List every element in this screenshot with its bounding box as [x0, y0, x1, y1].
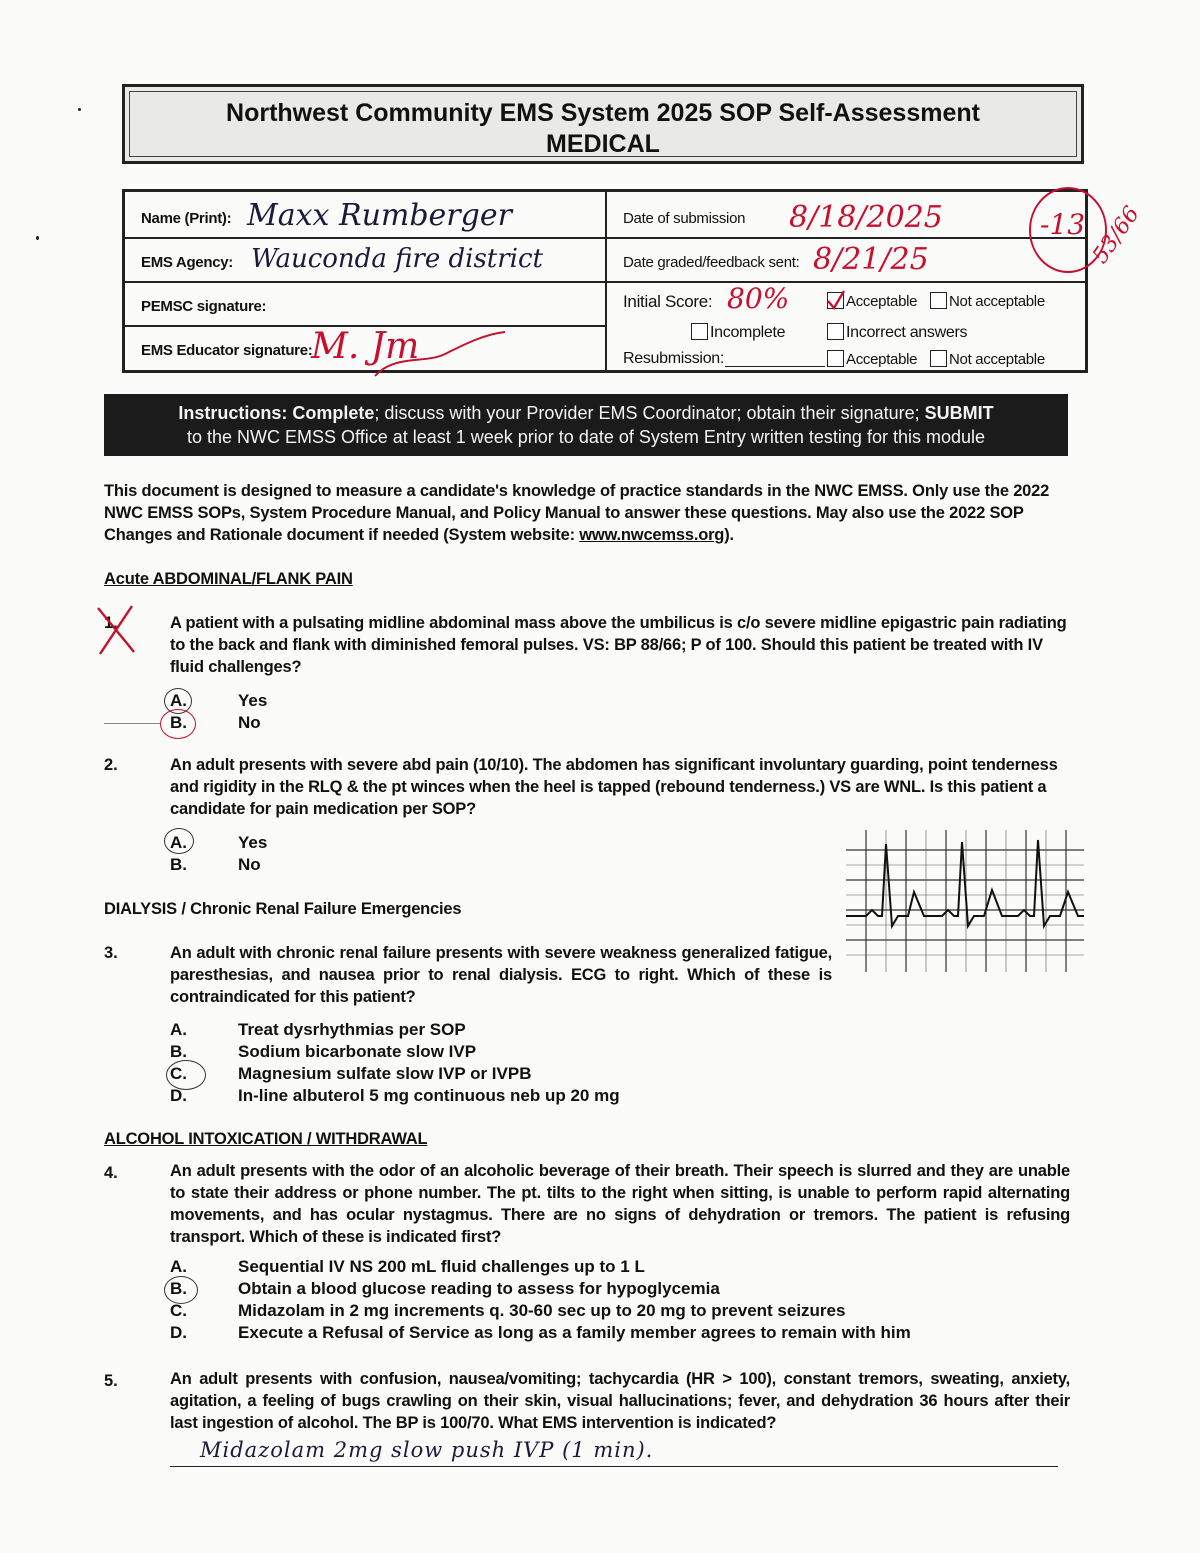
q4-option-b-letter: B. — [170, 1279, 187, 1298]
info-table — [122, 189, 1088, 373]
q4-text: An adult presents with the odor of an alcoholic beverage of their breath. Their speech is slurred and they are unable to state their address or phone number. The pt. tilts to the right when sitting, is unable to perform rapid alternating movements, and has ocular nystagmus. There are no signs of dehydration or tremors. The patient is refusing transport. Which of these is indicated first? — [170, 1162, 1070, 1246]
q3-option-b-text: Sodium bicarbonate slow IVP — [238, 1042, 477, 1061]
q1-correct-circle — [160, 709, 196, 739]
missed-count: -13 — [1040, 208, 1086, 241]
scan-speck — [78, 108, 81, 111]
q4-number: 4. — [104, 1164, 118, 1182]
q1-pointer-line — [104, 723, 160, 724]
pemsc-signature-label: PEMSC signature: — [141, 298, 267, 315]
submission-date-label: Date of submission — [623, 210, 746, 227]
ecg-strip-image — [846, 830, 1084, 972]
q1-text: A patient with a pulsating midline abdominal mass above the umbilicus is c/o severe midline epigastric pain radiating to the back and flank with diminished femoral pulses. VS: BP 88/66; P of 100. Should this patient be treated with IV fluid challenges? — [170, 614, 1067, 676]
not-acceptable-checkbox[interactable] — [930, 292, 947, 309]
q1-option-b-letter: B. — [170, 713, 187, 732]
graded-date-label: Date graded/feedback sent: — [623, 254, 800, 271]
name-value[interactable]: Maxx Rumberger — [247, 198, 512, 233]
q2-option-b-letter: B. — [170, 855, 187, 874]
q3-selected-circle — [166, 1060, 206, 1090]
q1-option-a-text: Yes — [238, 691, 268, 710]
incorrect-answers-option[interactable] — [827, 323, 967, 342]
q3-option-b-letter: B. — [170, 1042, 187, 1061]
q3-option-a-letter: A. — [170, 1020, 187, 1039]
q3-option-c-letter: C. — [170, 1064, 187, 1083]
agency-value[interactable]: Wauconda fire district — [251, 244, 544, 274]
resub-not-acceptable-checkbox[interactable] — [930, 350, 947, 367]
q5-number: 5. — [104, 1372, 118, 1390]
system-website-link[interactable]: www.nwcemss.org — [579, 526, 725, 544]
q3-number: 3. — [104, 944, 118, 962]
q3-option-d-letter: D. — [170, 1086, 187, 1105]
submission-date-value[interactable]: 8/18/2025 — [789, 200, 943, 235]
q4-option-a[interactable] — [170, 1256, 645, 1278]
q4-option-c-letter: C. — [170, 1301, 187, 1320]
q4-option-b[interactable] — [170, 1278, 720, 1300]
q3-option-c[interactable] — [170, 1063, 531, 1085]
resub-not-acceptable-label: Not acceptable — [949, 351, 1045, 368]
instructions-label: Instructions: Complete — [178, 403, 375, 423]
resub-acceptable-checkbox[interactable] — [827, 350, 844, 367]
q3-option-d-text: In-line albuterol 5 mg continuous neb up 20 mg — [238, 1086, 620, 1105]
resub-acceptable-option[interactable] — [827, 350, 917, 368]
incorrect-answers-label: Incorrect answers — [846, 324, 968, 341]
acceptable-option[interactable] — [827, 292, 917, 310]
q4-option-d-letter: D. — [170, 1323, 187, 1342]
acceptable-label: Acceptable — [846, 293, 918, 310]
q3-option-c-text: Magnesium sulfate slow IVP or IVPB — [238, 1064, 532, 1083]
section-abdominal-pain: Acute ABDOMINAL/FLANK PAIN — [104, 570, 353, 588]
initial-score-value[interactable]: 80% — [727, 282, 790, 315]
q2-option-b-text: No — [238, 855, 261, 874]
resub-not-acceptable-option[interactable] — [930, 350, 1045, 368]
intro-paragraph — [104, 480, 1072, 546]
signature-stroke — [365, 324, 515, 384]
q3-text: An adult with chronic renal failure presents with severe weakness generalized fatigue, paresthesias, and nausea prior to renal dialysis. ECG to right. Which of these is contraindicated for this patient? — [170, 944, 832, 1006]
q3-option-d[interactable] — [170, 1085, 620, 1107]
graded-date-value[interactable]: 8/21/25 — [813, 242, 929, 277]
q4-option-a-letter: A. — [170, 1257, 187, 1276]
q2-number: 2. — [104, 756, 118, 774]
scan-speck — [36, 236, 39, 240]
q4-option-c[interactable] — [170, 1300, 845, 1322]
score-fraction: 53/66 — [1088, 202, 1145, 269]
name-label: Name (Print): — [141, 210, 232, 227]
document-title: Northwest Community EMS System 2025 SOP Self-Assessment — [226, 99, 980, 127]
q4-option-b-text: Obtain a blood glucose reading to assess for hypoglycemia — [238, 1279, 720, 1298]
incomplete-checkbox[interactable] — [691, 323, 708, 340]
instructions-line2: to the NWC EMSS Office at least 1 week prior to date of System Entry written testing for this module — [187, 427, 985, 447]
educator-signature[interactable]: M. Jm — [311, 326, 420, 367]
q2-selected-circle — [164, 828, 194, 854]
title-box-inner — [129, 91, 1077, 157]
resubmission-label: Resubmission: — [623, 350, 725, 367]
section-alcohol: ALCOHOL INTOXICATION / WITHDRAWAL — [104, 1130, 428, 1148]
q3-option-b[interactable] — [170, 1041, 476, 1063]
not-acceptable-option[interactable] — [930, 292, 1045, 310]
wrong-mark-x — [94, 604, 138, 656]
q3-option-a-text: Treat dysrhythmias per SOP — [238, 1020, 466, 1039]
title-box — [122, 84, 1084, 164]
intro-text: This document is designed to measure a candidate's knowledge of practice standards in the NWC EMSS. Only use the 2022 NWC EMSS SOPs, System Procedure Manual, and Policy Manual to answer these questions. May also use the 2022 SOP Changes and Rationale document if needed (System website: — [104, 482, 1050, 544]
q1-number: 1. — [104, 614, 118, 632]
not-acceptable-label: Not acceptable — [949, 293, 1045, 310]
initial-score-label: Initial Score: — [623, 292, 713, 311]
q2-option-b[interactable] — [170, 854, 261, 876]
q2-text: An adult presents with severe abd pain (10/10). The abdomen has significant involuntary guarding, point tenderness and rigidity in the RLQ & the pt winces when the heel is tapped (rebound tenderness.) VS are WNL. Is this patient a candidate for pain medication per SOP? — [170, 756, 1058, 818]
section-dialysis: DIALYSIS / Chronic Renal Failure Emergencies — [104, 900, 462, 918]
instructions-submit: SUBMIT — [924, 403, 994, 423]
q2-option-a-letter: A. — [170, 833, 187, 852]
educator-signature-label: EMS Educator signature: — [141, 342, 313, 359]
agency-label: EMS Agency: — [141, 254, 233, 271]
instructions-text: ; discuss with your Provider EMS Coordinator; obtain their signature; — [374, 403, 925, 423]
q1-option-a-letter: A. — [170, 691, 187, 710]
document-subtitle: MEDICAL — [546, 130, 660, 158]
q2-option-a-text: Yes — [238, 833, 268, 852]
q5-handwritten-answer[interactable]: Midazolam 2mg slow push IVP (1 min). — [200, 1438, 654, 1462]
instructions-bar — [104, 394, 1068, 456]
q4-option-d[interactable] — [170, 1322, 911, 1344]
resub-acceptable-label: Acceptable — [846, 351, 918, 368]
q5-answer-line — [170, 1466, 1058, 1467]
q4-option-a-text: Sequential IV NS 200 mL fluid challenges up to 1 L — [238, 1257, 645, 1276]
incomplete-option[interactable] — [691, 323, 785, 342]
incomplete-label: Incomplete — [710, 324, 786, 341]
q4-option-c-text: Midazolam in 2 mg increments q. 30-60 sec up to 20 mg to prevent seizures — [238, 1301, 846, 1320]
q4-option-d-text: Execute a Refusal of Service as long as a family member agrees to remain with him — [238, 1323, 911, 1342]
q1-option-b-text: No — [238, 713, 261, 732]
incorrect-answers-checkbox[interactable] — [827, 323, 844, 340]
acceptable-checkbox[interactable] — [827, 292, 844, 309]
intro-end: ). — [724, 526, 734, 544]
q3-option-a[interactable] — [170, 1019, 466, 1041]
q5-text: An adult presents with confusion, nausea/vomiting; tachycardia (HR > 100), constant tremors, sweating, anxiety, agitation, a feeling of bugs crawling on their skin, visual hallucinations; fever, and dehydration 36 hours after their last ingestion of alcohol. The BP is 100/70. What EMS intervention is indicated? — [170, 1370, 1070, 1432]
q4-selected-circle — [164, 1276, 198, 1304]
